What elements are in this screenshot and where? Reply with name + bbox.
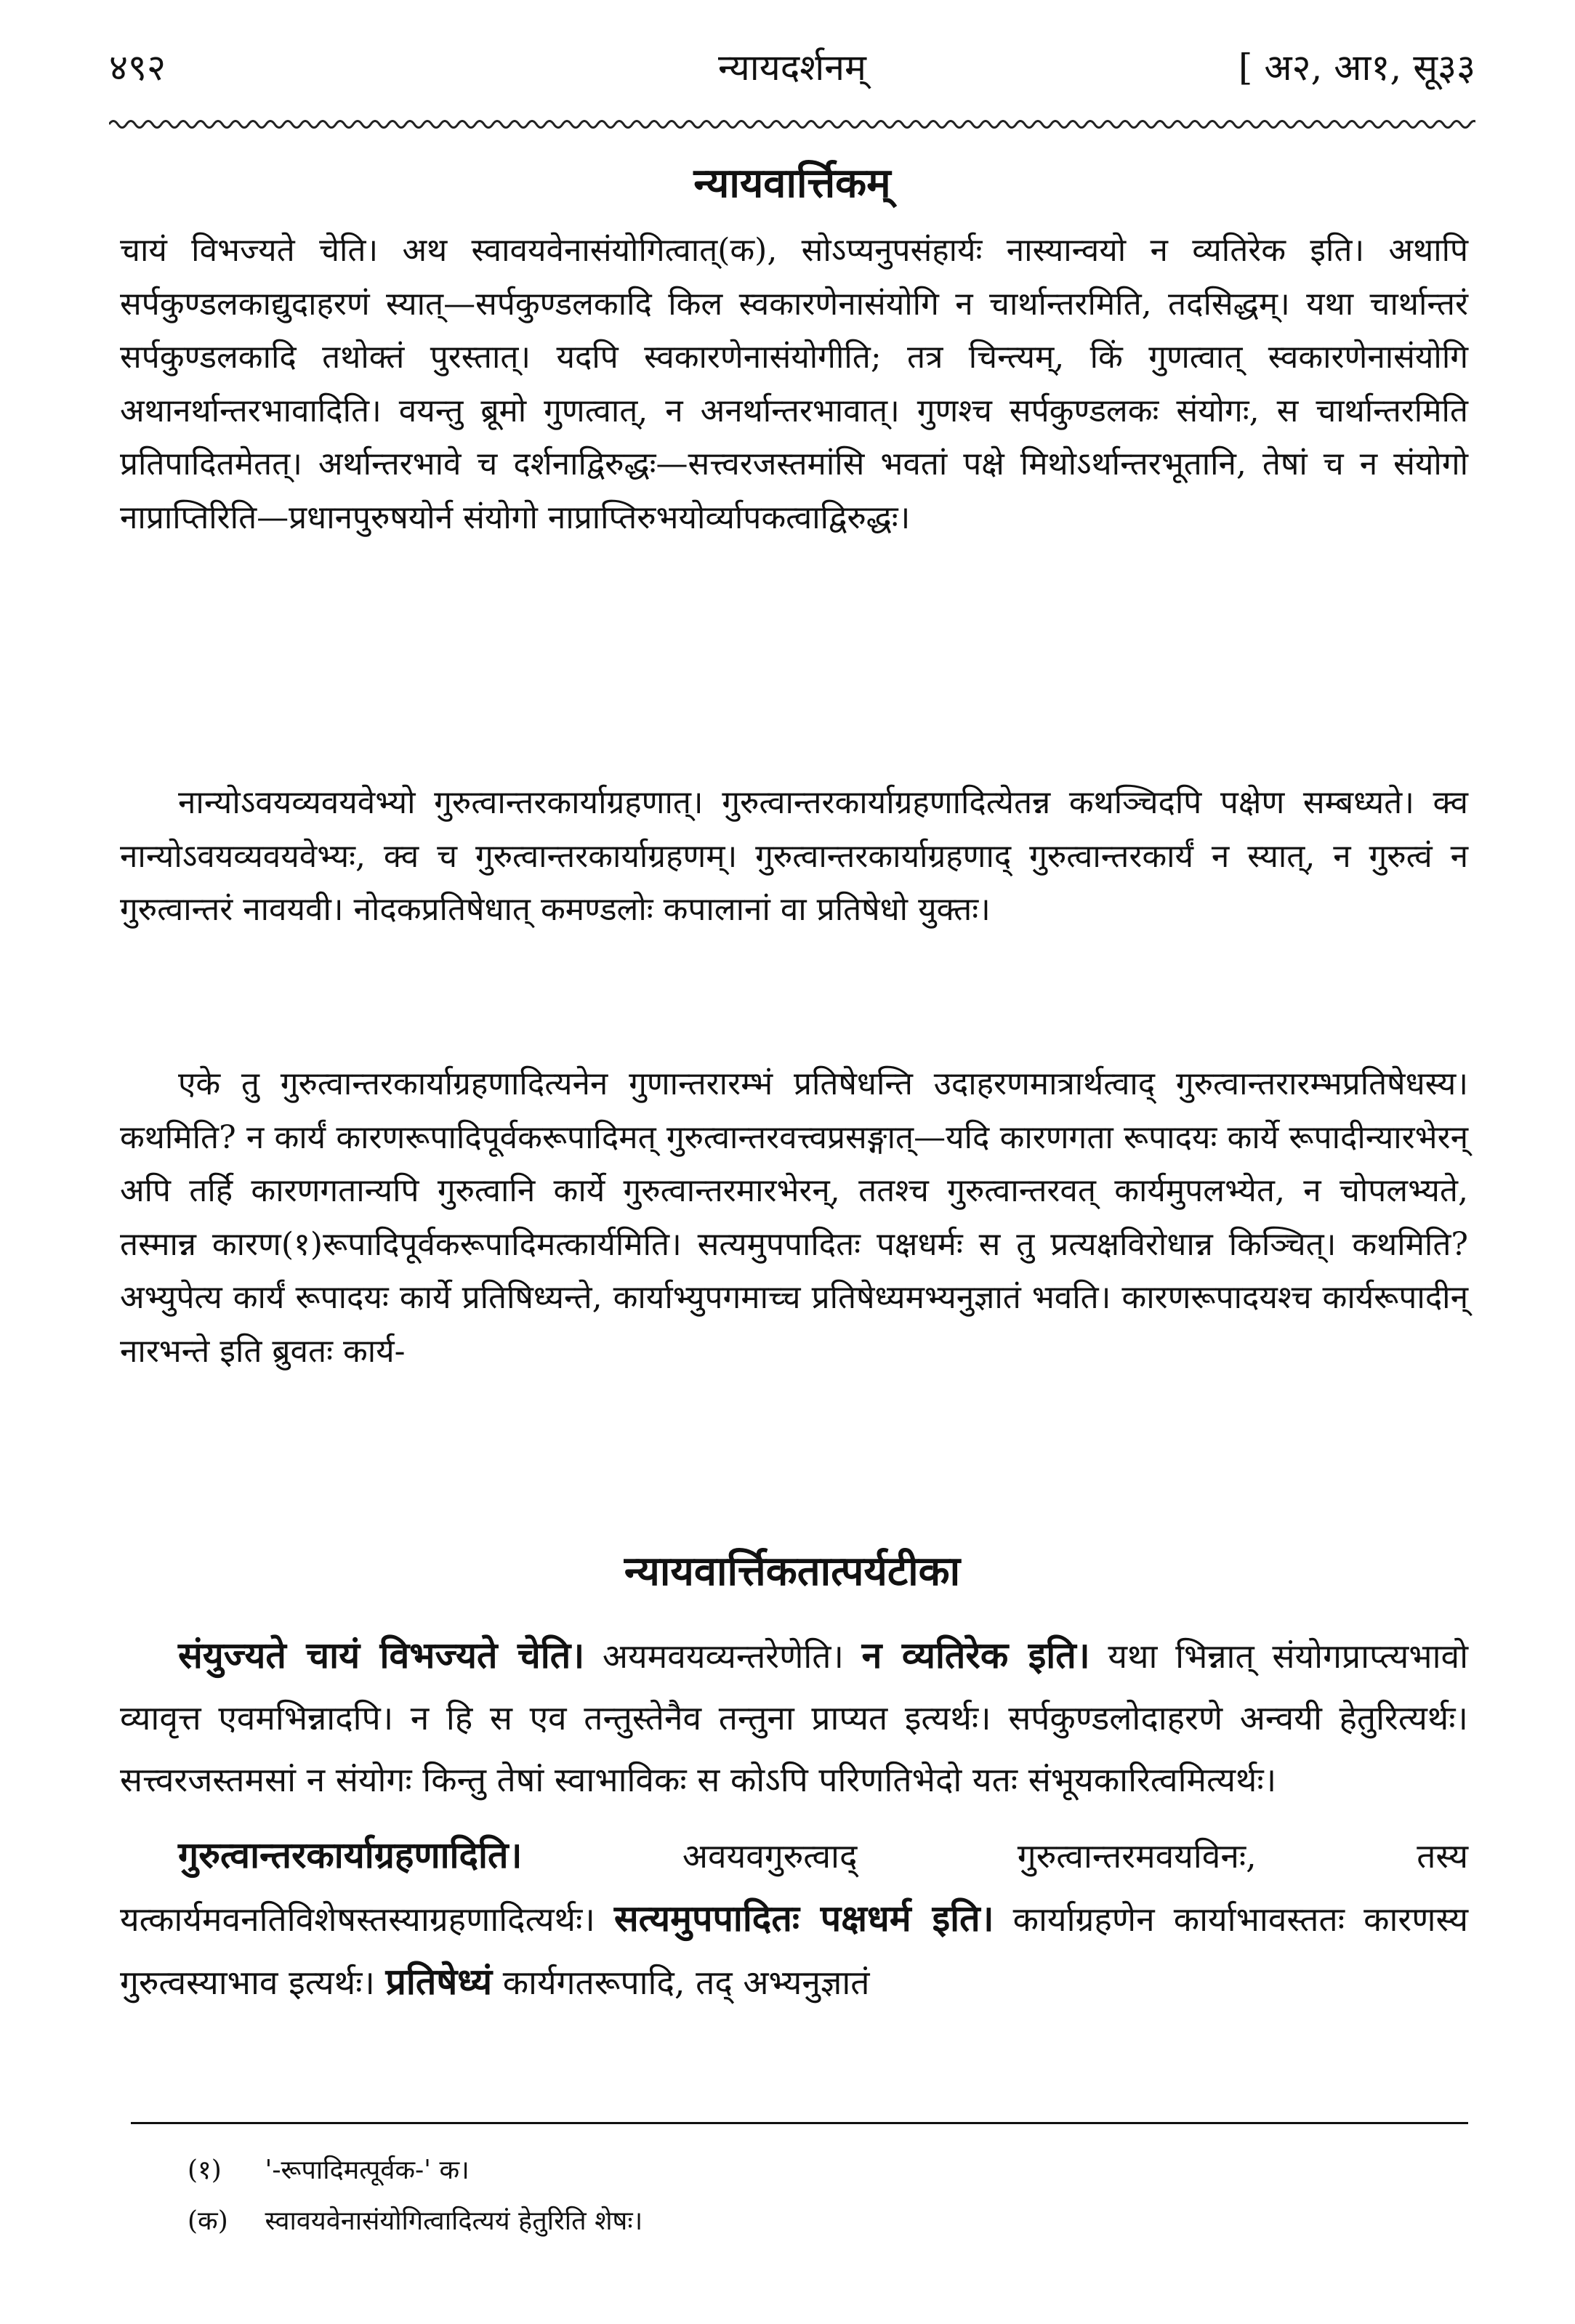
tika-pratika-5: प्रतिषेध्यं — [385, 1960, 493, 2003]
section-reference: [ अ२, आ१, सू३३ — [1238, 47, 1475, 89]
varttika-text-3: एके तु गुरुत्वान्तरकार्याग्रहणादित्यनेन गुणान्तरारम्भं प्रतिषेधन्ति उदाहरणमात्रार्थत्वाद् गुरुत्वान्तरारम्भप्रतिषेधस्य। कथमिति? न कार्यं कारणरूपादिपूर्वकरूपादिमत् गुरुत्वान्तरवत्त्वप्रसङ्गात्—यदि कारणगता रूपादयः कार्ये रूपादीन्यारभेरन् अपि तर्हि कारणगतान्यपि गुरुत्वानि कार्ये गुरुत्वान्तरमारभेरन्, ततश्च गुरुत्वान्तरवत् कार्यमुपलभ्येत, न चोपलभ्यते, तस्मान्न कारण(१)रूपादिपूर्वकरूपादिमत्कार्यमिति। सत्यमुपपादितः पक्षधर्मः स तु प्रत्यक्षविरोधान्न किञ्चित्। कथमिति? अभ्युपेत्य कार्यं रूपादयः कार्ये प्रतिषिध्यन्ते, कार्याभ्युपगमाच्च प्रतिषेध्यमभ्यनुज्ञातं भवति। कारणरूपादयश्च कार्यरूपादीन् नारभन्ते इति ब्रुवतः कार्य- — [120, 1065, 1468, 1370]
footnote-1 — [188, 2151, 470, 2187]
footnote-text-2: स्वावयवेनासंयोगित्वादित्ययं हेतुरिति शेषः। — [265, 2206, 643, 2236]
varttika-text-1: चायं विभज्यते चेति। अथ स्वावयवेनासंयोगित्वात्(क), सोऽप्यनुपसंहार्यः नास्यान्वयो न व्यतिरेक इति। अथापि सर्पकुण्डलकाद्युदाहरणं स्यात्—सर्पकुण्डलकादि किल स्वकारणेनासंयोगि न चार्थान्तरमिति, तदसिद्धम्। यथा चार्थान्तरं सर्पकुण्डलकादि तथोक्तं पुरस्तात्। यदपि स्वकारणेनासंयोगीति; तत्र चिन्त्यम्, किं गुणत्वात् स्वकारणेनासंयोगि अथानर्थान्तरभावादिति। वयन्तु ब्रूमो गुणत्वात्, न अनर्थान्तरभावात्। गुणश्च सर्पकुण्डलकः संयोगः, स चार्थान्तरमिति प्रतिपादितमेतत्। अर्थान्तरभावे च दर्शनाद्विरुद्धः—सत्त्वरजस्तमांसि भवतां पक्षे मिथोऽर्थान्तरभूतानि, तेषां च न संयोगो नाप्राप्तिरिति—प्रधानपुरुषयोर्न संयोगो नाप्राप्तिरुभयोर्व्यापकत्वाद्विरुद्धः। — [120, 232, 1468, 536]
varttika-heading: न्यायवार्त्तिकम् — [693, 159, 891, 207]
varttika-text-2: नान्योऽवयव्यवयवेभ्यो गुरुत्वान्तरकार्याग्रहणात्। गुरुत्वान्तरकार्याग्रहणादित्येतन्न कथञ्चिदपि पक्षेण सम्बध्यते। क्व नान्योऽवयव्यवयवेभ्यः, क्व च गुरुत्वान्तरकार्याग्रहणम्। गुरुत्वान्तरकार्याग्रहणाद् गुरुत्वान्तरकार्यं न स्यात्, न गुरुत्वं न गुरुत्वान्तरं नावयवी। नोदकप्रतिषेधात् कमण्डलोः कपालानां वा प्रतिषेधो युक्तः। — [120, 784, 1468, 928]
page-number: ४९२ — [109, 47, 166, 89]
tika-pratika-2: न व्यतिरेक इति। — [861, 1634, 1090, 1677]
footnote-rule — [131, 2122, 1468, 2124]
footnote-2 — [188, 2202, 643, 2238]
tika-pratika-3: गुरुत्वान्तरकार्याग्रहणादिति। — [178, 1833, 523, 1876]
running-header — [109, 35, 1475, 100]
tika-gloss-1: अयमवयव्यन्तरेणेति। — [602, 1637, 844, 1676]
tika-pratika-4: सत्यमुपपादितः पक्षधर्म इति। — [613, 1897, 994, 1940]
running-title: न्यायदर्शनम् — [718, 47, 866, 89]
tika-gloss-3: अवयवगुरुत्वाद् गुरुत्वान्तरमवयविनः, तस्य यत्कार्यमवनतिविशेषस्तस्याग्रहणादित्यर्थः। — [120, 1836, 1469, 1939]
tika-paragraph-2 — [120, 1824, 1468, 2014]
tika-gloss-4: कार्याग्रहणेन कार्याभावस्ततः कारणस्य गुरुत्वस्याभाव इत्यर्थः। — [120, 1900, 1469, 2002]
varttika-paragraph-1 — [120, 224, 1468, 544]
tika-pratika-1: संयुज्यते चायं विभज्यते चेति। — [178, 1634, 585, 1677]
tika-commentary — [120, 1624, 1468, 2014]
tika-gloss-2: यथा भिन्नात् संयोगप्राप्त्यभावो व्यावृत्त एवमभिन्नादपि। न हि स एव तन्तुस्तेनैव तन्तुना प्राप्यत इत्यर्थः। सर्पकुण्डलोदाहरणे अन्वयी हेतुरित्यर्थः। सत्त्वरजस्तमसां न संयोगः किन्तु तेषां स्वाभाविकः स कोऽपि परिणतिभेदो यतः संभूयकारित्वमित्यर्थः। — [120, 1637, 1468, 1799]
varttika-paragraph-2 — [120, 776, 1468, 937]
tika-paragraph-1 — [120, 1624, 1468, 1811]
wavy-rule — [109, 116, 1475, 132]
tika-heading: न्यायवार्त्तिकतात्पर्यटीका — [624, 1547, 961, 1595]
tika-gloss-5: कार्यगतरूपादि, तद् अभ्यनुज्ञातं — [502, 1963, 870, 2002]
varttika-paragraph-3 — [120, 1057, 1468, 1378]
footnote-mark-2: (क) — [188, 2206, 228, 2236]
footnote-text-1: '-रूपादिमत्पूर्वक-' क। — [265, 2155, 470, 2185]
footnote-mark-1: (१) — [188, 2155, 222, 2185]
